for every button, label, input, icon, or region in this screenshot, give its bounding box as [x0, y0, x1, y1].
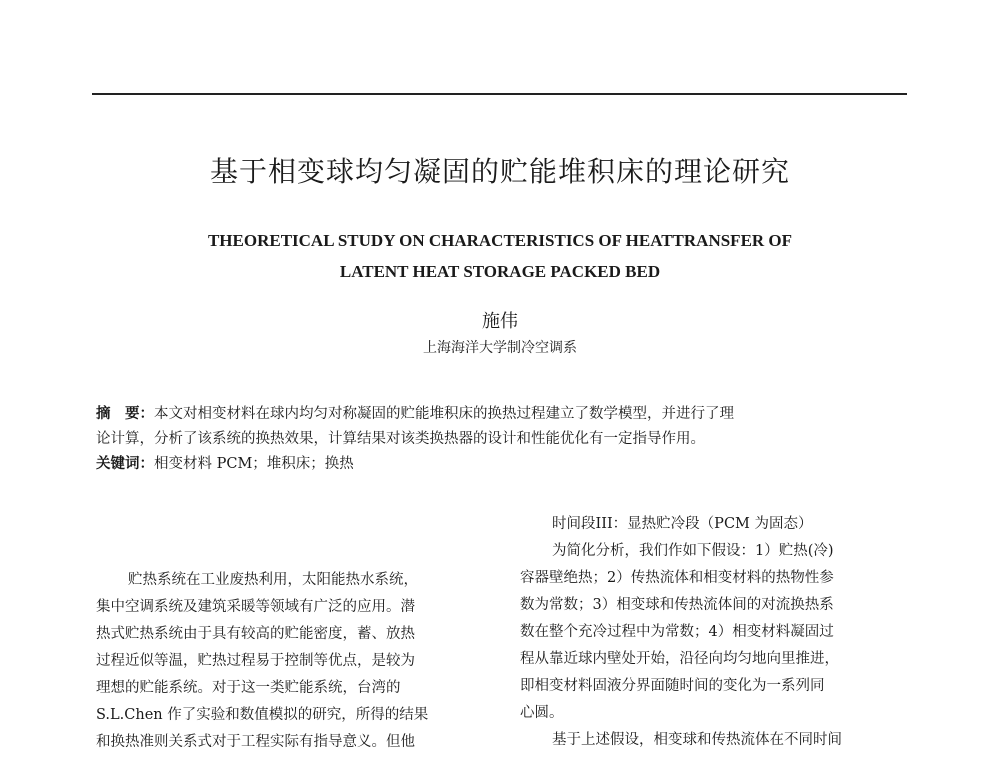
- left-line: 和换热准则关系式对于工程实际有指导意义。但他: [96, 734, 415, 750]
- left-line: 集中空调系统及建筑采暖等领域有广泛的应用。潜: [96, 599, 415, 615]
- right-line: 程从靠近球内壁处开始，沿径向均匀地向里推进，: [520, 651, 839, 667]
- author-name: 施伟: [482, 311, 518, 332]
- right-line: 容器壁绝热；2）传热流体和相变材料的热物性参: [520, 570, 834, 586]
- keywords-label: 关键词：: [96, 456, 154, 472]
- right-line: 即相变材料固液分界面随时间的变化为一系列同: [520, 678, 825, 694]
- abstract-line-2: 论计算，分析了该系统的换热效果，计算结果对该类换热器的设计和性能优化有一定指导作用。: [96, 431, 705, 447]
- abstract-label: 摘 要：: [96, 406, 154, 422]
- title-chinese: 基于相变球均匀凝固的贮能堆积床的理论研究: [209, 155, 790, 188]
- right-line: 时间段III：显热贮冷段（PCM 为固态）: [552, 516, 813, 532]
- left-line: 过程近似等温，贮热过程易于控制等优点，是较为: [96, 653, 415, 669]
- left-line: 贮热系统在工业废热利用，太阳能热水系统，: [128, 572, 418, 588]
- left-line: 理想的贮能系统。对于这一类贮能系统，台湾的: [96, 680, 401, 696]
- title-english: [0, 225, 1000, 287]
- abstract-line-1: [96, 402, 904, 427]
- right-line: 基于上述假设，相变球和传热流体在不同时间: [552, 732, 842, 748]
- abstract-block: [96, 402, 904, 477]
- left-line: 热式贮热系统由于具有较高的贮能密度，蓄、放热: [96, 626, 415, 642]
- right-line: 为简化分析，我们作如下假设：1）贮热(冷): [552, 543, 834, 559]
- author-affiliation: 上海海洋大学制冷空调系: [423, 340, 577, 356]
- keywords-line: [96, 452, 904, 477]
- right-line: 数在整个充冷过程中为常数；4）相变材料凝固过: [520, 624, 834, 640]
- title-english-line-1: THEORETICAL STUDY ON CHARACTERISTICS OF HEATTRANSFER OF: [207, 231, 793, 250]
- title-english-line-2: LATENT HEAT STORAGE PACKED BED: [339, 262, 661, 281]
- header-rule: [92, 93, 907, 95]
- right-line: 心圆。: [520, 705, 564, 721]
- body-left-column: [96, 567, 488, 756]
- keywords-text: 相变材料 PCM；堆积床；换热: [154, 456, 354, 472]
- left-line: S.L.Chen 作了实验和数值模拟的研究，所得的结果: [96, 707, 429, 723]
- body-right-column: [520, 511, 912, 754]
- right-line: 数为常数；3）相变球和传热流体间的对流换热系: [520, 597, 834, 613]
- abstract-text-1: 本文对相变材料在球内均匀对称凝固的贮能堆积床的换热过程建立了数学模型，并进行了理: [154, 406, 734, 422]
